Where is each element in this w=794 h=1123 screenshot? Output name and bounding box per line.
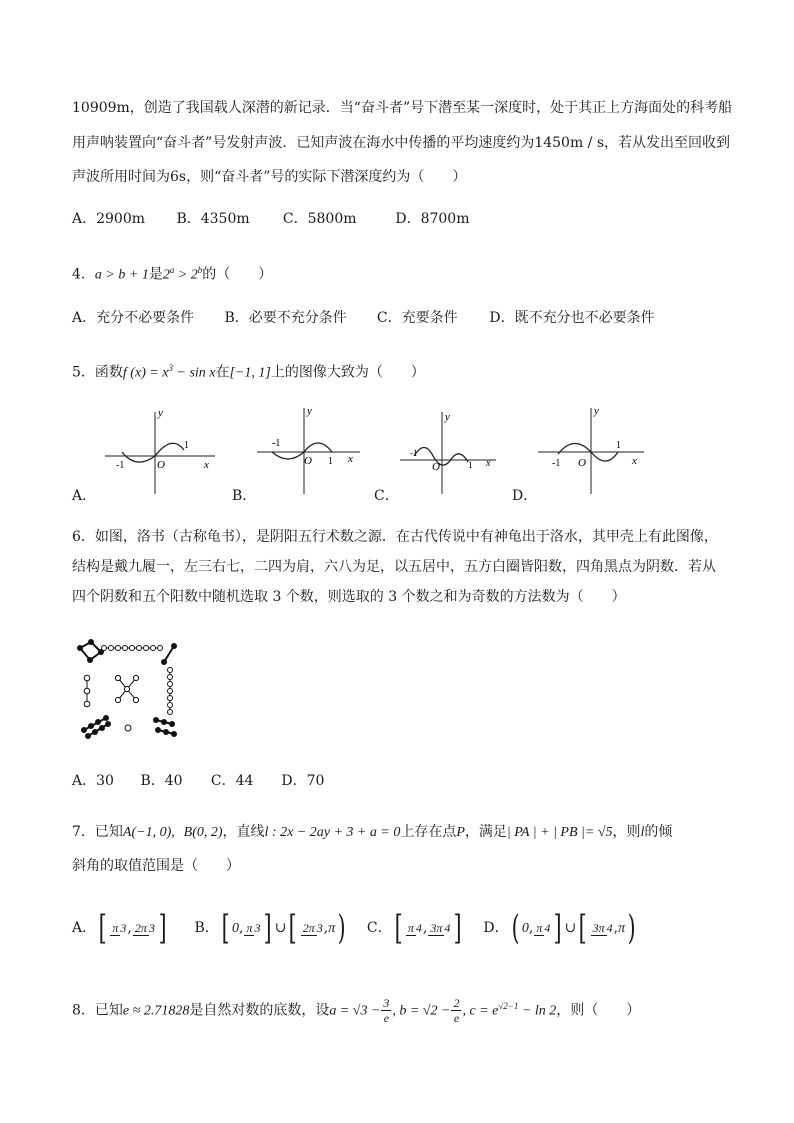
frac-den: 4	[606, 920, 613, 935]
frac-num: 2π	[134, 920, 147, 935]
q6-line-1: 6．如图，洛书（古称龟书），是阴阳五行术数之源．在古代传说中有神龟出于洛水，其甲壳上有此图像，	[72, 529, 718, 545]
axis-y-label: y	[307, 405, 312, 417]
neg-one-label: -1	[116, 460, 125, 471]
q7-option-d-label: D．	[483, 920, 509, 936]
q7-condition: | PA | + | PB |= √5	[506, 825, 613, 840]
q3-option-c[interactable]: C．5800m	[282, 211, 357, 227]
zero: 0	[521, 921, 529, 936]
axis-y-label: y	[445, 411, 450, 423]
q3-option-a[interactable]: A．2900m	[72, 211, 146, 227]
q7-option-d[interactable]: D．( 0, π 4 ] ∪[ 3π 4,π)	[483, 908, 636, 948]
frac-num: 2π	[302, 920, 315, 935]
q8-a-equation: a = √3 −	[329, 1003, 381, 1019]
q6-options	[72, 771, 324, 791]
q7-text-f: 的倾	[644, 824, 673, 840]
q5-graph-b[interactable]	[252, 404, 362, 496]
neg-one-label: -1	[410, 448, 418, 458]
luoshu-bottom-left-eight	[81, 715, 111, 739]
q7-option-a-label: A．	[72, 920, 97, 936]
q7-line-2: 斜角的取值范围是（ ）	[72, 858, 240, 874]
q7-options	[72, 908, 638, 949]
q7-point-p: P	[456, 825, 465, 840]
q7-line-1	[72, 822, 672, 843]
q4-stem	[72, 260, 272, 286]
luoshu-top-right-two	[161, 643, 177, 665]
q6-option-d[interactable]: D．70	[281, 773, 325, 789]
luoshu-right-seven	[168, 668, 173, 715]
q3-line-3: 声波所用时间为6s，则“奋斗者”号的实际下潜深度约为（ ）	[72, 169, 467, 185]
axis-y-label: y	[158, 407, 163, 419]
curve	[414, 447, 468, 465]
q7-point-a: A(−1, 0),	[122, 825, 175, 840]
origin-label: O	[157, 459, 165, 471]
q4-condition-2-base: 2	[162, 267, 170, 283]
q4-options	[72, 308, 655, 328]
q8-prefix: 8．已知	[72, 1002, 123, 1019]
frac-den: 4	[444, 920, 451, 935]
origin-label: O	[578, 457, 586, 469]
curve	[272, 443, 332, 459]
pi: π	[328, 921, 336, 936]
q8-b-equation: , b = √2 −	[392, 1003, 451, 1019]
comma: ,	[239, 920, 244, 936]
q5-option-d-label[interactable]: D．	[512, 488, 538, 504]
q8-c-tail: − ln 2	[518, 1003, 557, 1019]
frac-num: π	[246, 920, 253, 935]
frac-den: 3	[120, 920, 127, 935]
q4-number: 4．	[72, 266, 95, 283]
frac-den: 3	[148, 920, 155, 935]
q7-line-equation: l : 2x − 2ay + 3 + a = 0	[264, 825, 401, 840]
axis-x-label: x	[348, 453, 353, 465]
q5-option-c-label[interactable]: C．	[374, 488, 399, 504]
q7-text-c: 上存在点	[400, 824, 457, 840]
q5-graph-c[interactable]	[396, 404, 500, 496]
luoshu-top-nine	[102, 646, 163, 651]
frac-num: π	[112, 920, 119, 935]
q3-option-b[interactable]: B．4350m	[176, 211, 250, 227]
comma: ,	[422, 920, 428, 936]
q5-exponent: 3	[168, 363, 174, 373]
q7-point-b: B(0, 2)	[183, 825, 223, 840]
q7-option-c-label: C．	[366, 920, 392, 936]
frac-den: e	[453, 1011, 460, 1026]
neg-one-label: -1	[552, 458, 561, 469]
q7-line-l: l	[640, 825, 645, 840]
frac-num: 3π	[592, 920, 605, 935]
luoshu-bottom-right-six	[153, 717, 177, 737]
q5-function-2: − sin x	[173, 365, 216, 381]
curve	[122, 443, 184, 462]
comma: ,	[127, 920, 132, 936]
q4-condition-1: a > b + 1	[94, 267, 149, 283]
q5-prefix: 5．函数	[72, 364, 123, 381]
q8-c-exponent: √2−1	[498, 1001, 519, 1011]
luoshu-bottom-one	[125, 725, 131, 731]
pi: π	[618, 921, 626, 936]
q5-interval: [−1, 1]	[229, 365, 271, 381]
axis-x-label: x	[204, 459, 209, 471]
one-label: 1	[328, 456, 333, 467]
luoshu-figure	[74, 638, 182, 738]
one-label: 1	[468, 460, 473, 470]
q6-option-c[interactable]: C．44	[210, 773, 254, 789]
q4-tail: 的（ ）	[202, 266, 273, 283]
one-label: 1	[616, 440, 621, 451]
comma: ,	[323, 920, 329, 936]
origin-label: O	[304, 455, 312, 467]
neg-one-label: -1	[272, 438, 281, 449]
frac-num: π	[536, 920, 543, 935]
q7-option-b-label: B．	[194, 920, 219, 936]
one-label: 1	[184, 440, 189, 451]
q5-graph-a[interactable]	[100, 404, 220, 496]
q7-option-b[interactable]: B．[ 0, π 3 ] ∪[ 2π 3,π)	[194, 908, 346, 948]
q3-line-1: 10909m，创造了我国载人深潜的新记录．当“奋斗者”号下潜至某一深度时，处于其正上方海面处的科考船	[72, 100, 733, 116]
q3-option-d[interactable]: D．8700m	[395, 211, 470, 227]
luoshu-left-three	[84, 675, 90, 707]
q6-line-2: 结构是戴九履一，左三右七，二四为肩，六八为足，以五居中，五方白圈皆阳数，四角黑点为阴数．若从	[72, 559, 716, 575]
q5-option-a-label[interactable]: A．	[72, 488, 97, 504]
frac-den: e	[383, 1011, 390, 1026]
q8-c-equation: , c = e	[462, 1003, 499, 1019]
frac-num: 3π	[430, 920, 443, 935]
axis-x-label: x	[632, 455, 637, 467]
q4-sup-a: a	[169, 265, 175, 275]
union-symbol: ∪	[564, 920, 577, 936]
q5-stem	[72, 358, 425, 384]
q7-option-c[interactable]: C．[ π 4, 3π 4 ]	[366, 908, 462, 948]
q4-mid: 是	[148, 266, 163, 283]
q6-option-a[interactable]: A．30	[72, 773, 114, 789]
q4-sup-b: b	[197, 265, 203, 275]
q7-text-b: ，直线	[222, 824, 265, 840]
q7-text-e: ，则	[612, 824, 641, 840]
q3-options	[72, 209, 470, 229]
frac-num: π	[407, 920, 414, 935]
q4-option-b[interactable]: B．必要不充分条件	[224, 310, 347, 326]
comma: ,	[528, 920, 534, 936]
q8-stem	[72, 988, 640, 1030]
q8-mid: 是自然对数的底数，设	[189, 1002, 330, 1019]
q7-text-d: ，满足	[464, 824, 507, 840]
q4-gt: > 2	[174, 267, 198, 283]
q6-line-3: 四个阴数和五个阳数中随机选取 3 个数，则选取的 3 个数之和为奇数的方法数为（ ）	[72, 589, 626, 605]
q3-line-2: 用声呐装置向“奋斗者”号发射声波．已知声波在海水中传播的平均速度约为1450m / s，若从发出至回收到	[72, 135, 731, 151]
frac-den: 3	[316, 920, 323, 935]
luoshu-center-five	[115, 675, 138, 702]
q7-option-a[interactable]: A．[ π 3, 2π 3 ]	[72, 908, 167, 948]
q7-prefix: 7．已知	[72, 824, 123, 840]
q5-graph-d[interactable]	[536, 404, 648, 496]
q4-option-c[interactable]: C．充要条件	[376, 310, 458, 326]
q5-option-b-label[interactable]: B．	[232, 488, 257, 504]
axis-y-label: y	[594, 405, 599, 417]
q5-mid: 在	[215, 364, 230, 381]
zero: 0	[232, 921, 240, 936]
frac-num: 2	[453, 996, 460, 1011]
q4-option-a[interactable]: A．充分不必要条件	[72, 310, 195, 326]
frac-den: 3	[254, 920, 261, 935]
frac-den: 4	[415, 920, 422, 935]
frac-num: 3	[383, 996, 390, 1011]
union-symbol: ∪	[274, 920, 287, 936]
axis-x-label: x	[486, 458, 491, 469]
q8-tail: ，则（ ）	[556, 1002, 641, 1019]
q5-function: f (x) = x	[122, 365, 169, 381]
q6-option-b[interactable]: B．40	[140, 773, 183, 789]
origin-label: O	[432, 461, 440, 473]
frac-den: 4	[544, 920, 551, 935]
q8-e-approx: e ≈ 2.71828	[122, 1003, 190, 1019]
comma: ,	[613, 920, 619, 936]
q5-tail: 上的图像大致为（ ）	[270, 364, 425, 381]
q4-option-d[interactable]: D．既不充分也不必要条件	[489, 310, 655, 326]
